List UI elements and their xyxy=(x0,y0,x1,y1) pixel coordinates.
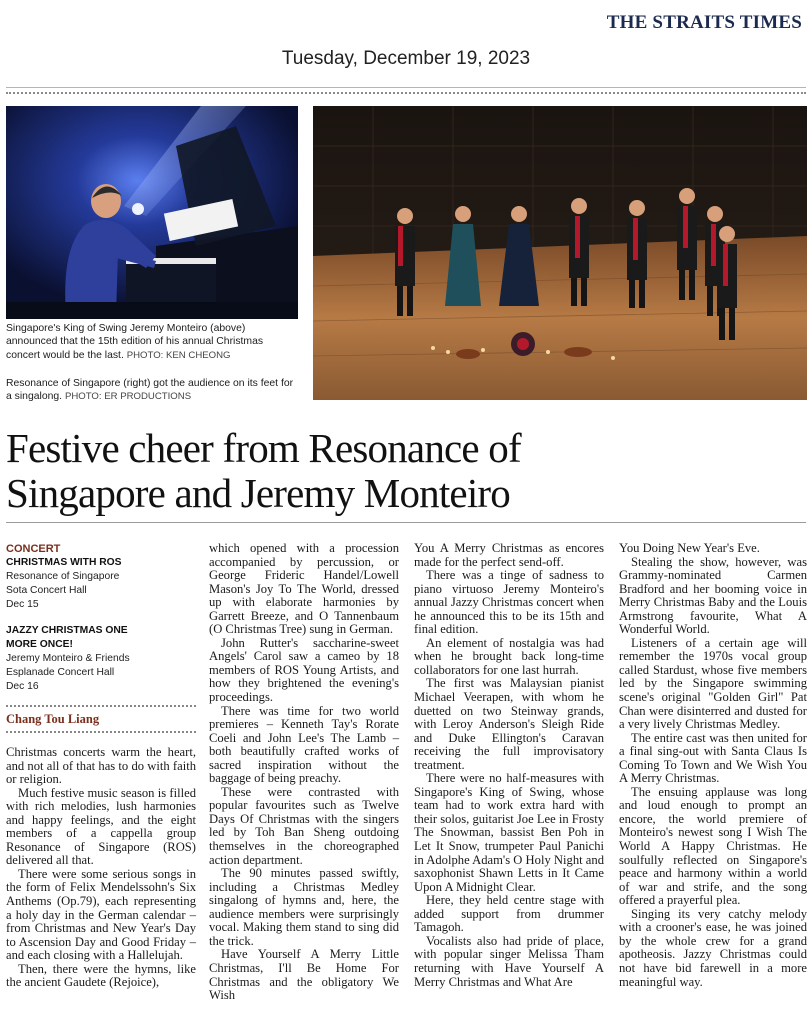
event-detail: Jeremy Monteiro & Friends xyxy=(6,653,130,664)
body-paragraph: Here, they held centre stage with added support from drummer Tamagoh. xyxy=(414,893,604,935)
body-paragraph: There were some serious songs in the form of Felix Mendelssohn's Six Anthems (Op.79), each representing a holy day in the German calendar – from Christmas and New Year's Day to Ascension Day and Good Friday – and each closing with a Hallelujah. xyxy=(6,866,196,963)
body-paragraph: Listeners of a certain age will remember the 1970s vocal group called Stardust, whose five members led by the Singapore swimming scene's original "Golden Girl" Pat Chan were disinterred and dusted for a very lively Christmas Medley. xyxy=(619,635,807,732)
headline-rule xyxy=(6,522,806,523)
body-column-1 xyxy=(6,746,196,990)
photo-credit: PHOTO: ER PRODUCTIONS xyxy=(64,391,192,403)
caption-text: Singapore's King of Swing Jeremy Monteiro (above) announced that the 15th edition of his annual Christmas concert would be the last. xyxy=(6,323,264,361)
body-paragraph: These were contrasted with popular favourites such as Twelve Days Of Christmas with the singers led by Toh Ban Sheng outdoing themselves in the choreographed action department. xyxy=(209,784,399,867)
photo-choir xyxy=(313,106,807,400)
concert-infobox xyxy=(6,542,196,733)
event-detail: Dec 15 xyxy=(6,599,39,610)
photo-pianist xyxy=(6,106,298,319)
body-paragraph: Then, there were the hymns, like the ancient Gaudete (Rejoice), xyxy=(6,961,196,990)
body-column-3 xyxy=(414,542,604,989)
top-rule xyxy=(6,87,806,88)
body-paragraph: Much festive music season is filled with rich melodies, lush harmonies and happy feelings, and the eight members of a cappella group Resonance of Singapore (ROS) delivered all that. xyxy=(6,785,196,868)
body-paragraph: Vocalists also had pride of place, with popular singer Melissa Tham returning with Have Yourself A Merry Christmas and What Are xyxy=(414,933,604,989)
body-paragraph: The first was Malaysian pianist Michael Veerapen, with whom he duetted on two Steinway grands, with Leroy Anderson's Sleigh Ride and Duke Ellington's Caravan receiving the full improvisatory treatment. xyxy=(414,676,604,772)
body-paragraph: There was a tinge of sadness to piano virtuoso Jeremy Monteiro's annual Jazzy Christmas concert when he announced this to be its 15th and final edition. xyxy=(414,568,604,637)
body-paragraph: You Doing New Year's Eve. xyxy=(619,541,760,555)
body-paragraph: Have Yourself A Merry Little Christmas, I'll Be Home For Christmas and the obligatory We Wish xyxy=(209,947,399,1003)
section-kicker: CONCERT xyxy=(6,543,61,555)
event-detail: Sota Concert Hall xyxy=(6,585,87,596)
body-paragraph: You A Merry Christmas as encores made for the perfect send-off. xyxy=(414,541,604,569)
event-detail: Resonance of Singapore xyxy=(6,571,120,582)
event-title: CHRISTMAS WITH ROS xyxy=(6,557,122,568)
body-paragraph: Stealing the show, however, was Grammy-nominated Carmen Bradford and her booming voice in Merry Christmas Baby and the Louis Armstrong favourite, What A Wonderful World. xyxy=(619,554,807,637)
byline: Chang Tou Liang xyxy=(6,712,100,726)
event-detail: Dec 16 xyxy=(6,681,39,692)
body-column-2 xyxy=(209,542,399,1003)
event-detail: Esplanade Concert Hall xyxy=(6,667,115,678)
photo-caption-left xyxy=(6,322,298,362)
body-paragraph: Singing its very catchy melody with a crooner's ease, he was joined by the whole crew for a grand apotheosis. Jazzy Christmas could not have bid farewell in a more meaningful way. xyxy=(619,906,807,989)
body-paragraph: which opened with a procession accompanied by percussion, or George Frideric Handel/Lowell Mason's Joy To The World, dressed up with elaborate harmonies by Garrett Breeze, and O Tannenbaum (O Christmas Tree) sung in German. xyxy=(209,541,399,637)
masthead: THE STRAITS TIMES xyxy=(606,12,802,33)
body-paragraph: The 90 minutes passed swiftly, including a Christmas Medley singalong of hymns and, here, the audience members were surprisingly vocal. Making them stand to sing did the trick. xyxy=(209,866,399,948)
body-paragraph: John Rutter's saccharine-sweet Angels' Carol saw a cameo by 18 members of ROS Young Artists, and how they brightened the evening's proceedings. xyxy=(209,635,399,705)
body-paragraph: The entire cast was then united for a final sing-out with Santa Claus Is Coming To Town and We Wish You A Merry Christmas. xyxy=(619,730,807,786)
body-paragraph: There were no half-measures with Singapore's King of Swing, whose team had to work extra hard with their solos, guitarist Joe Lee in Frosty The Snowman, bassist Ben Poh in Let It Snow, trumpeter Paul Panichi in Adolphe Adam's O Holy Night and saxophonist Shawn Letts in It Came Upon A Midnight Clear. xyxy=(414,771,604,894)
publication-date: Tuesday, December 19, 2023 xyxy=(281,48,531,69)
dotted-rule xyxy=(6,92,806,94)
photo-caption-right xyxy=(6,377,298,404)
event-title: JAZZY CHRISTMAS ONE xyxy=(6,625,128,636)
photo-credit: PHOTO: KEN CHEONG xyxy=(126,349,231,361)
event-title: MORE ONCE! xyxy=(6,639,73,650)
headline: Festive cheer from Resonance of Singapore and Jeremy Monteiro xyxy=(6,425,521,516)
body-paragraph: The ensuing applause was long and loud enough to prompt an encore, the world premiere of Monteiro's newest song I Wish The World A Happy Christmas. He soulfully reflected on Singapore's peace and harmony within a world of war and strife, and the song offered a prayerful plea. xyxy=(619,784,807,908)
body-paragraph: An element of nostalgia was had when he brought back long-time collaborators for one last hurrah. xyxy=(414,635,604,677)
body-paragraph: Christmas concerts warm the heart, and not all of that has to do with faith or religion. xyxy=(6,745,196,787)
caption-text: Resonance of Singapore (right) got the audience on its feet for a singalong. xyxy=(6,378,294,403)
body-paragraph: There was time for two world premieres – Kenneth Tay's Rorate Coeli and John Lee's The Lamb – both beautifully crafted works of sacred inspiration without the baggage of being preachy. xyxy=(209,703,399,786)
body-column-4 xyxy=(619,542,807,989)
